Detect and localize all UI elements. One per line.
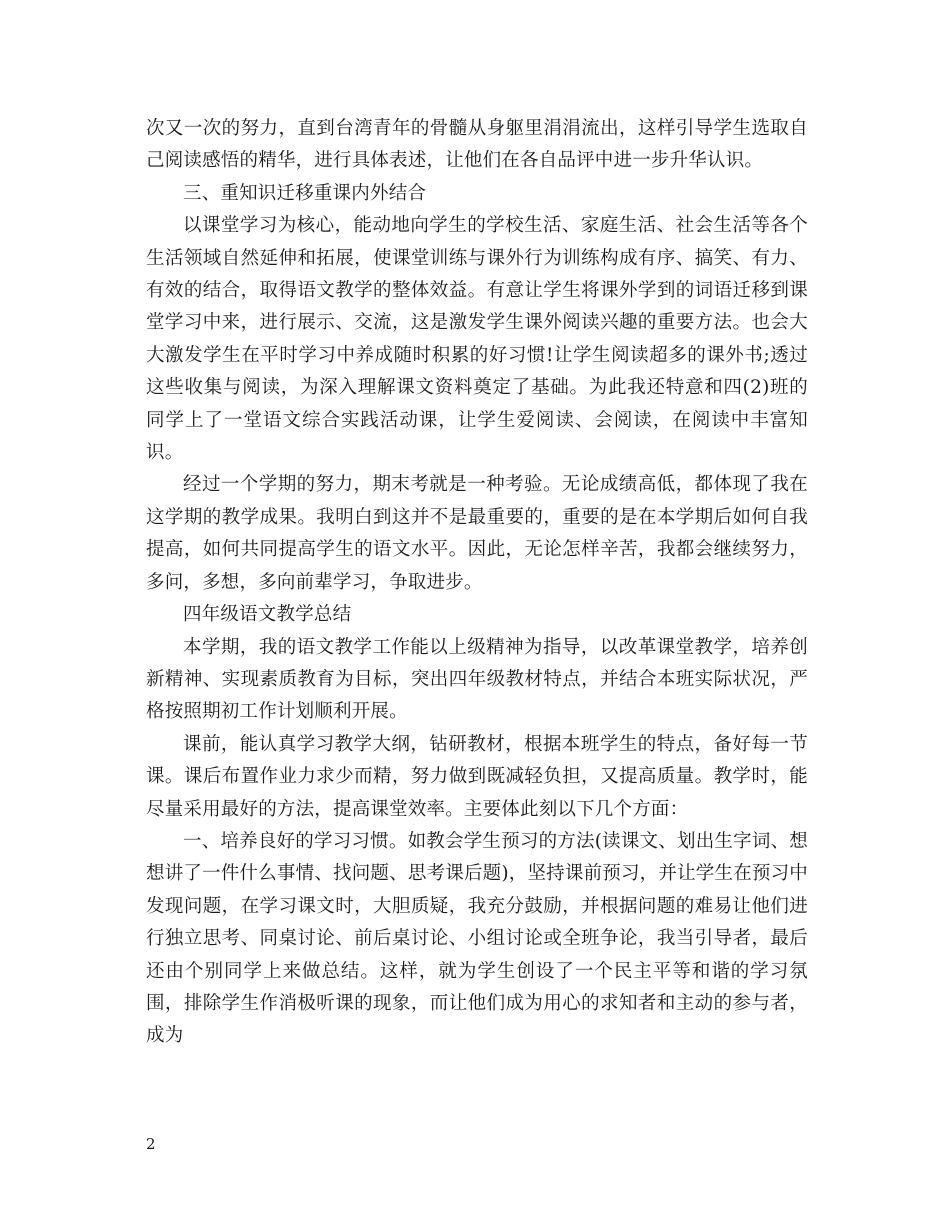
document-subtitle: 四年级语文教学总结 — [183, 604, 352, 626]
paragraph-4: 经过一个学期的努力，期末考就是一种考验。无论成绩高低，都体现了我在这学期的教学成果。我明白到这并不是最重要的，重要的是在本学期后如何自我提高，如何共同提高学生的语文水平。因此，无论怎样辛苦，我都会继续努力，多问，多想，多向前辈学习，争取进步。 — [146, 474, 808, 593]
section-heading-3: 三、重知识迁移重课内外结合 — [183, 182, 427, 204]
paragraph-8: 一、培养良好的学习习惯。如教会学生预习的方法(读课文、划出生字词、想想讲了一件什么事情、找问题、思考课后题)，坚持课前预习，并让学生在预习中发现问题，在学习课文时，大胆质疑，我充分鼓励，并根据问题的难易让他们进行独立思考、同桌讨论、前后桌讨论、小组讨论或全班争论，我当引导者，最后还由个别同学上来做总结。这样，就为学生创设了一个民主平等和谐的学习氛围，排除学生作消极听课的现象，而让他们成为用心的求知者和主动的参与者，成为 — [146, 830, 808, 1047]
page-number: 2 — [146, 1135, 156, 1153]
paragraph-3: 以课堂学习为核心，能动地向学生的学校生活、家庭生活、社会生活等各个生活领域自然延伸和拓展，使课堂训练与课外行为训练构成有序、搞笑、有力、有效的结合，取得语文教学的整体效益。有意让学生将课外学到的词语迁移到课堂学习中来，进行展示、交流，这是激发学生课外阅读兴趣的重要方法。也会大大激发学生在平时学习中养成随时积累的好习惯!让学生阅读超多的课外书;透过这些收集与阅读，为深入理解课文资料奠定了基础。为此我还特意和四(2)班的同学上了一堂语文综合实践活动课，让学生爱阅读、会阅读，在阅读中丰富知识。 — [146, 215, 808, 464]
document-body — [146, 113, 808, 1053]
paragraph-7: 课前，能认真学习教学大纲，钻研教材，根据本班学生的特点，备好每一节课。课后布置作业力求少而精，努力做到既减轻负担，又提高质量。教学时，能尽量采用最好的方法，提高课堂效率。主要体此刻以下几个方面： — [146, 733, 808, 820]
paragraph-6: 本学期，我的语文教学工作能以上级精神为指导，以改革课堂教学，培养创新精神、实现素质教育为目标，突出四年级教材特点，并结合本班实际状况，严格按照期初工作计划顺利开展。 — [146, 636, 808, 723]
paragraph-1: 次又一次的努力，直到台湾青年的骨髓从身躯里涓涓流出，这样引导学生选取自己阅读感悟的精华，进行具体表述，让他们在各自品评中进一步升华认识。 — [146, 118, 808, 172]
